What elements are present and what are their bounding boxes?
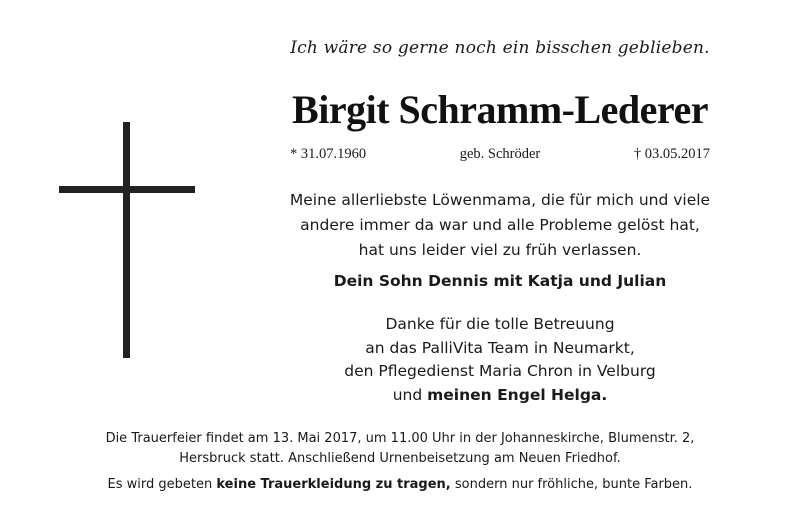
thanks-last-prefix: und	[392, 385, 423, 404]
funeral-info	[20, 429, 780, 495]
thanks-line: an das PalliVita Team in Neumarkt,	[365, 338, 635, 357]
family-signature: Dein Sohn Dennis mit Katja und Julian	[333, 272, 667, 290]
thanks-line-last	[230, 384, 770, 408]
birth-date: * 31.07.1960	[290, 146, 367, 162]
thanks-line: Danke für die tolle Betreuung	[385, 315, 615, 333]
tribute-text	[230, 188, 770, 263]
tribute-line: andere immer da war und alle Probleme gelöst hat,	[300, 216, 700, 234]
dress-request-line	[20, 475, 780, 495]
life-dates	[290, 146, 710, 163]
death-date: † 03.05.2017	[633, 146, 710, 162]
tribute-line: Meine allerliebste Löwenmama, die für mich und viele	[289, 191, 711, 209]
thanks-line: den Pflegedienst Maria Chron in Velburg	[344, 362, 656, 380]
dress-request-suffix: sondern nur fröhliche, bunte Farben.	[454, 477, 693, 492]
tribute-line: hat uns leider viel zu früh verlassen.	[358, 241, 642, 259]
dress-request-bold: keine Trauerkleidung zu tragen,	[216, 477, 451, 492]
maiden-name: geb. Schröder	[459, 146, 541, 162]
funeral-info-line: Hersbruck statt. Anschließend Urnenbeisetzung am Neuen Friedhof.	[179, 451, 621, 466]
cross-horizontal-bar	[59, 186, 195, 193]
thanks-last-bold: meinen Engel Helga.	[427, 385, 608, 404]
thanks-text	[230, 313, 770, 407]
latin-cross-icon	[59, 122, 195, 358]
cross-vertical-bar	[123, 122, 130, 358]
dress-request-prefix: Es wird gebeten	[107, 477, 213, 492]
funeral-info-line: Die Trauerfeier findet am 13. Mai 2017, um 11.00 Uhr in der Johanneskirche, Blumenstr. 2,	[105, 431, 695, 446]
deceased-name: Birgit Schramm-Lederer	[292, 87, 708, 132]
motto-quote: Ich wäre so gerne noch ein bisschen geblieben.	[290, 38, 710, 58]
